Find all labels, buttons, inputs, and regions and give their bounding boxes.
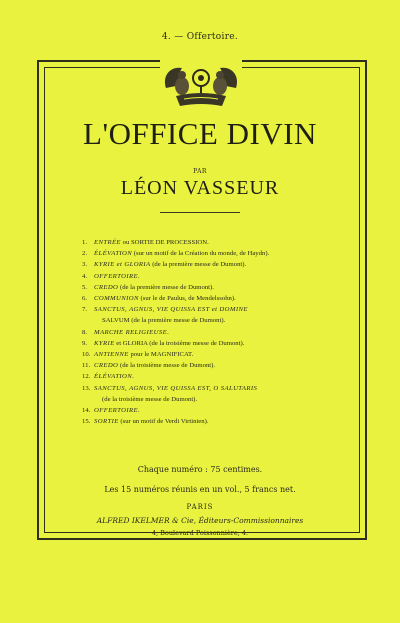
contents-item-detail: . xyxy=(138,407,140,415)
contents-item-detail: ou SORTIE DE PROCESSION. xyxy=(120,239,209,246)
contents-item-detail: (sur le de Paulus, de Mendelssohn). xyxy=(138,295,236,303)
contents-item-heading: OFFERTOIRE xyxy=(94,407,138,415)
contents-item-detail: pour le MAGNIFICAT. xyxy=(128,351,194,359)
contents-item-detail: (sur un motif de Verdi Virtinien). xyxy=(118,418,209,426)
title-divider xyxy=(160,212,240,213)
contents-item-heading: MARCHE RELIGIEUSE xyxy=(94,328,168,336)
contents-item-detail: (de la première messe de Dumont). xyxy=(118,283,214,291)
price-per-number: Chaque numéro : 75 centimes. xyxy=(137,465,263,474)
contents-item xyxy=(82,405,342,416)
contents-item-detail: . xyxy=(167,328,169,336)
contents-list xyxy=(82,237,342,427)
contents-item-heading: COMMUNION xyxy=(94,295,139,303)
contents-item-heading: ENTRÉE xyxy=(94,239,121,246)
contents-item-heading: SANCTUS, AGNUS, VIE QUISSA EST et DOMINE xyxy=(94,306,248,314)
contents-item-heading: ÉLÉVATION xyxy=(94,373,133,381)
contents-item-number: 8. xyxy=(82,328,88,336)
imprint-address: 4, Boulevard Poissonnière, 4. xyxy=(151,529,249,537)
contents-item-number: 14. xyxy=(82,407,91,415)
contents-item-number: 12. xyxy=(82,373,91,381)
contents-item xyxy=(82,416,342,427)
series-number-line: 4. — Offertoire. xyxy=(161,32,239,42)
contents-item xyxy=(82,349,342,360)
contents-item-number: 2. xyxy=(82,250,88,258)
contents-item-number: 9. xyxy=(82,339,88,347)
contents-item-heading: SORTIE xyxy=(94,418,119,426)
contents-item-heading: SANCTUS, AGNUS, VIE QUISSA EST, O SALUTARIS xyxy=(94,384,258,392)
contents-item-number: 5. xyxy=(82,283,88,291)
angels-cartouche-ornament-icon xyxy=(160,58,242,110)
contents-item-heading: ÉLÉVATION xyxy=(94,250,133,258)
contents-item-number: 3. xyxy=(82,261,88,269)
contents-item-number: 6. xyxy=(82,295,88,303)
contents-item-number: 15. xyxy=(82,418,91,426)
contents-item xyxy=(82,304,342,315)
contents-item xyxy=(82,271,342,282)
contents-item-detail: . xyxy=(138,272,140,280)
contents-item-number: 11. xyxy=(82,362,91,370)
contents-item-heading: ANTIENNE xyxy=(94,351,129,359)
contents-item-detail: (de la troisième messe de Dumont). xyxy=(118,362,216,370)
contents-item-number: 10. xyxy=(82,351,91,359)
contents-item-continuation: SALVUM (de la première messe de Dumont). xyxy=(102,317,226,325)
contents-item-detail: (de la première messe de Dumont). xyxy=(150,261,247,269)
contents-item-number: 13. xyxy=(82,384,91,392)
contents-item xyxy=(82,360,342,371)
imprint-city: PARIS xyxy=(186,503,214,511)
contents-item xyxy=(82,338,342,349)
contents-item-detail: et GLORIA (de la troisième messe de Dumont). xyxy=(114,339,245,347)
contents-item-continuation: (de la troisième messe de Dumont). xyxy=(102,395,198,403)
contents-item-number: 4. xyxy=(82,272,88,280)
contents-item-heading: OFFERTOIRE xyxy=(94,272,138,280)
contents-item-detail: (sur un motif de la Création du monde, de Haydn). xyxy=(132,250,270,258)
contents-item-heading: CREDO xyxy=(94,362,119,370)
book-title: L'OFFICE DIVIN xyxy=(83,116,317,151)
contents-item-heading: KYRIE xyxy=(94,339,115,347)
contents-item xyxy=(82,237,342,248)
contents-item xyxy=(82,293,342,304)
contents-item xyxy=(82,248,342,259)
by-label: PAR xyxy=(193,168,207,175)
price-collected-volume: Les 15 numéros réunis en un vol., 5 francs net. xyxy=(104,485,296,494)
contents-item-heading: CREDO xyxy=(94,283,119,291)
contents-item-heading: KYRIE et GLORIA xyxy=(94,261,151,269)
contents-item-number: 1. xyxy=(82,239,88,246)
contents-item xyxy=(82,327,342,338)
contents-item xyxy=(82,282,342,293)
contents-item xyxy=(82,259,342,270)
contents-item-detail: . xyxy=(132,373,134,381)
author-name: LÉON VASSEUR xyxy=(120,177,280,199)
contents-item-number: 7. xyxy=(82,306,88,314)
imprint-publisher: ALFRED IKELMER & Cie, Éditeurs-Commissionnaires xyxy=(96,516,304,525)
contents-item xyxy=(82,371,342,382)
contents-item xyxy=(82,383,342,394)
